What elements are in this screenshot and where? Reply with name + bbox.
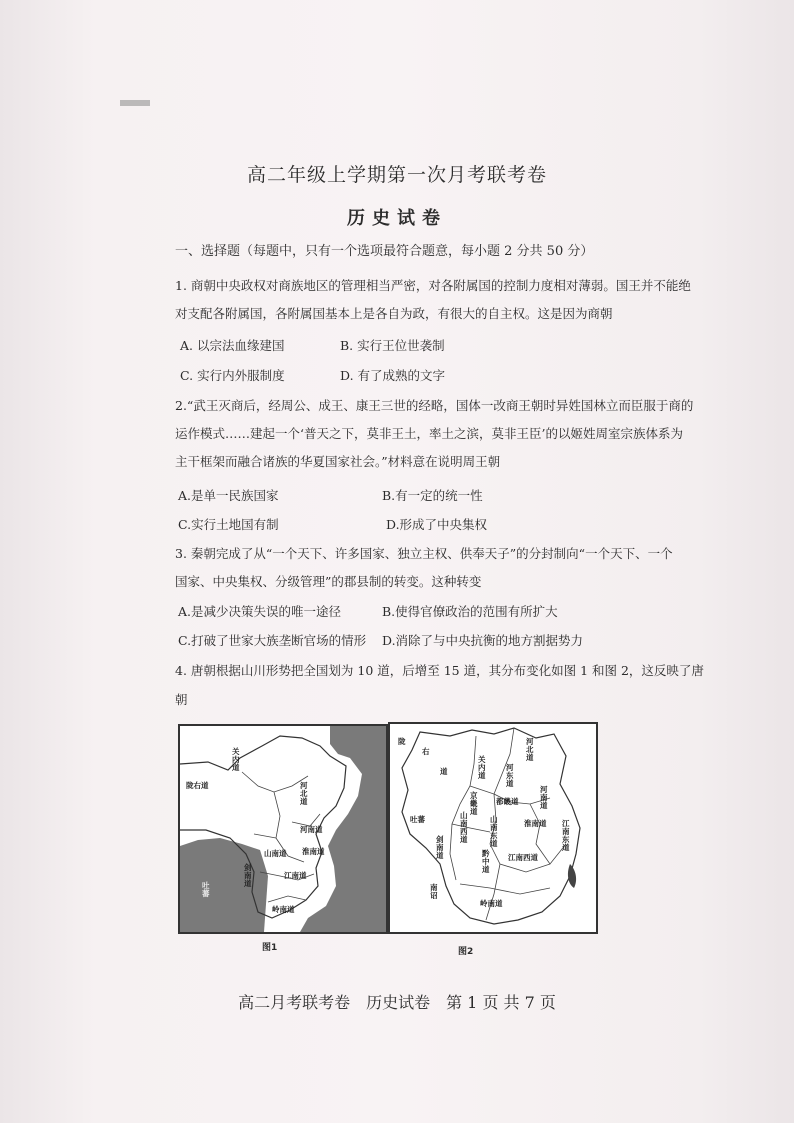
map1-label-guannei: 关内道 — [232, 747, 240, 772]
map2-label-jiannan: 剑南道 — [436, 835, 444, 860]
map2-label-jiangnandong: 江南东道 — [562, 819, 570, 852]
map2-label-dao: 道 — [440, 767, 448, 776]
page-footer: 高二月考联考卷 历史试卷 第 1 页 共 7 页 — [238, 993, 556, 1012]
map1-label-hebei: 河北道 — [300, 781, 308, 806]
exam-title: 高二年级上学期第一次月考联考卷 — [246, 164, 547, 186]
scan-mark — [120, 100, 150, 106]
map1-label-longyou: 陇右道 — [186, 781, 209, 790]
q1-option-b: B. 实行王位世袭制 — [340, 338, 445, 353]
map2-label-hedong: 河东道 — [506, 763, 514, 788]
map2-label-nanzhao: 南诏 — [430, 883, 438, 900]
map2-caption: 图2 — [458, 947, 474, 957]
map2-label-jiangnanxi: 江南西道 — [508, 853, 538, 862]
q1-line-2: 对支配各附属国，各附属国基本上是各自为政，有很大的自主权。这是因为商朝 — [175, 306, 613, 321]
map1-west-shaded — [180, 838, 268, 932]
q1-option-c: C. 实行内外服制度 — [180, 368, 285, 383]
q2-line-2: 运作模式……建起一个‘普天之下，莫非王土，率土之滨，莫非王臣’的以姬姓周室宗族体系为 — [175, 426, 683, 441]
exam-subject: 历史试卷 — [347, 208, 447, 229]
map1-label-jiangnan: 江南道 — [284, 871, 307, 880]
map1-label-tubo: 吐蕃 — [202, 881, 210, 898]
map2-label-lingnan: 岭南道 — [480, 899, 503, 908]
q3-option-c: C.打破了世家大族垄断官场的情形 — [178, 633, 367, 648]
map1-label-jiannan: 剑南道 — [244, 863, 252, 888]
map2-label-henan: 河南道 — [540, 785, 548, 810]
q2-option-a: A.是单一民族国家 — [178, 488, 279, 503]
map2-label-shannandong: 山南东道 — [490, 815, 498, 848]
map2-label-hebei: 河北道 — [526, 737, 534, 762]
map1-caption: 图1 — [262, 943, 278, 953]
map2-label-shannanxi: 山南西道 — [460, 811, 468, 844]
map2-label-duji: 都畿道 — [496, 797, 519, 806]
q1-option-a: A. 以宗法血缘建国 — [180, 338, 285, 353]
map2-label-huainan: 淮南道 — [524, 819, 547, 828]
q3-option-d: D.消除了与中央抗衡的地方割据势力 — [382, 633, 584, 648]
q2-line-1: 2.“武王灭商后，经周公、成王、康王三世的经略，国体一改商王朝时异姓国林立而臣服于商的 — [175, 398, 694, 413]
map2-label-guannei: 关内道 — [478, 755, 486, 780]
q2-line-3: 主干框架而融合诸族的华夏国家社会。”材料意在说明周王朝 — [175, 454, 501, 469]
map2-label-qianzhong: 黔中道 — [482, 849, 490, 874]
map2-label-long: 陇 — [398, 737, 406, 746]
map2-label-tubo: 吐蕃 — [410, 815, 425, 824]
q1-line-1: 1. 商朝中央政权对商族地区的管理相当严密，对各附属国的控制力度相对薄弱。国王并不能绝 — [175, 278, 691, 293]
section-heading: 一、选择题（每题中，只有一个选项最符合题意，每小题 2 分共 50 分） — [175, 244, 594, 259]
tang-fifteen-circuits-map — [388, 722, 598, 934]
tang-ten-circuits-map — [178, 724, 388, 934]
map1-label-lingnan: 岭南道 — [272, 905, 295, 914]
map1-label-shannan: 山南道 — [264, 849, 287, 858]
q2-option-b: B.有一定的统一性 — [382, 488, 483, 503]
q4-line-2: 朝 — [175, 692, 188, 707]
q3-option-b: B.使得官僚政治的范围有所扩大 — [382, 604, 558, 619]
q1-option-d: D. 有了成熟的文字 — [340, 368, 446, 383]
map2-label-you: 右 — [422, 747, 430, 756]
map1-drawing — [180, 726, 386, 932]
q4-line-1: 4. 唐朝根据山川形势把全国划为 10 道，后增至 15 道，其分布变化如图 1 和图 2，这反映了唐 — [175, 663, 704, 678]
map2-label-jingji: 京畿道 — [470, 791, 478, 816]
q3-line-2: 国家、中央集权、分级管理”的郡县制的转变。这种转变 — [175, 574, 482, 589]
q3-option-a: A.是减少决策失误的唯一途径 — [178, 604, 342, 619]
q2-option-d: D.形成了中央集权 — [386, 517, 488, 532]
q3-line-1: 3. 秦朝完成了从“一个天下、许多国家、独立主权、供奉天子”的分封制向“一个天下、一个 — [175, 546, 673, 561]
map1-label-henan: 河南道 — [300, 825, 323, 834]
map1-label-huainan: 淮南道 — [302, 847, 325, 856]
q2-option-c: C.实行土地国有制 — [178, 517, 279, 532]
